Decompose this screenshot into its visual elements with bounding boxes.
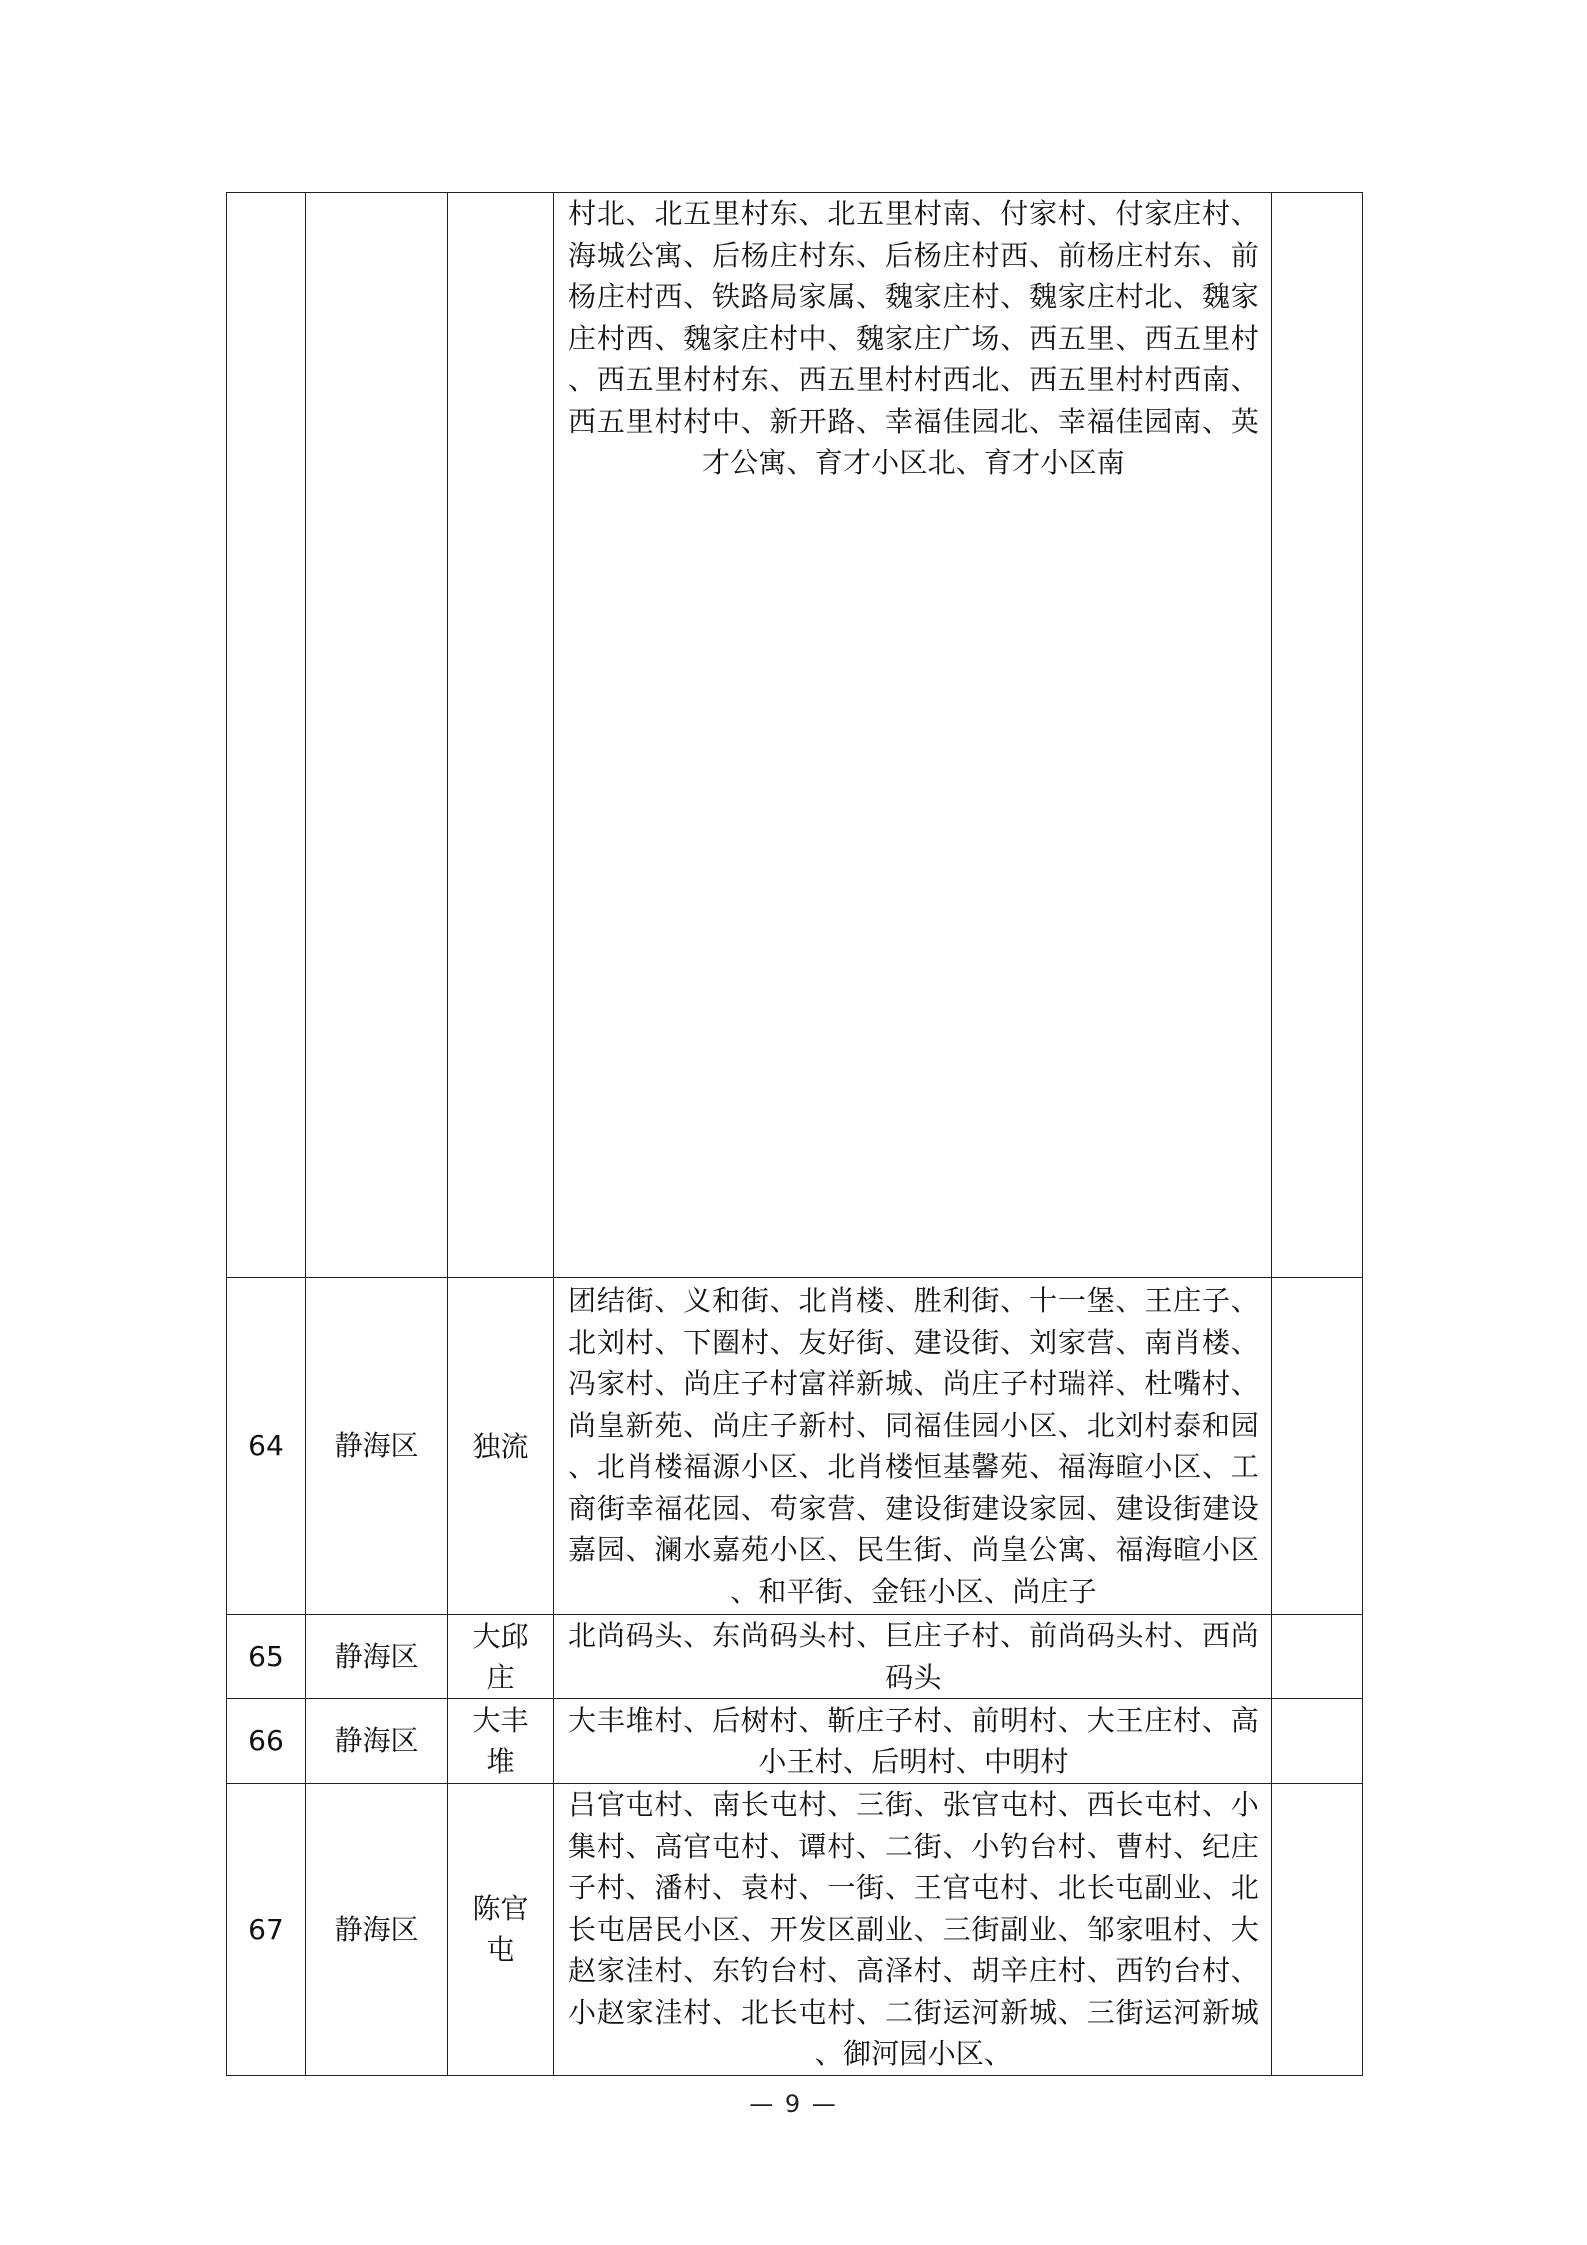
table-row-64 (227, 1278, 1363, 1615)
note-cell (1272, 193, 1363, 1278)
district-cell: 静海区 (306, 1615, 448, 1699)
town-cell: 独流 (448, 1278, 554, 1615)
town-cell: 陈官屯 (448, 1784, 554, 2076)
row-number-cell: 66 (227, 1699, 306, 1784)
table-row-65 (227, 1615, 1363, 1699)
village-list-cell: 吕官屯村、南长屯村、三街、张官屯村、西长屯村、小集村、高官屯村、谭村、二街、小钓台村、曹村、纪庄子村、潘村、袁村、一街、王官屯村、北长屯副业、北长屯居民小区、开发区副业、三街副业、邹家咀村、大赵家洼村、东钓台村、高泽村、胡辛庄村、西钓台村、小赵家洼村、北长屯村、二街运河新城、三街运河新城、御河园小区、 (554, 1784, 1272, 2076)
village-list-table (226, 192, 1363, 2076)
village-list-cell: 村北、北五里村东、北五里村南、付家村、付家庄村、海城公寓、后杨庄村东、后杨庄村西、前杨庄村东、前杨庄村西、铁路局家属、魏家庄村、魏家庄村北、魏家庄村西、魏家庄村中、魏家庄广场、西五里、西五里村、西五里村村东、西五里村村西北、西五里村村西南、西五里村村中、新开路、幸福佳园北、幸福佳园南、英才公寓、育才小区北、育才小区南 (554, 193, 1272, 1278)
village-list-cell: 团结街、义和街、北肖楼、胜利街、十一堡、王庄子、北刘村、下圈村、友好街、建设街、刘家营、南肖楼、冯家村、尚庄子村富祥新城、尚庄子村瑞祥、杜嘴村、尚皇新苑、尚庄子新村、同福佳园小区、北刘村泰和园、北肖楼福源小区、北肖楼恒基馨苑、福海暄小区、工商街幸福花园、苟家营、建设街建设家园、建设街建设嘉园、澜水嘉苑小区、民生街、尚皇公寓、福海暄小区、和平街、金钰小区、尚庄子 (554, 1278, 1272, 1615)
row-number-cell: 64 (227, 1278, 306, 1615)
table-row-66 (227, 1699, 1363, 1784)
table-row-67 (227, 1784, 1363, 2076)
note-cell (1272, 1699, 1363, 1784)
table-row-continued (227, 193, 1363, 1278)
town-cell: 大丰堆 (448, 1699, 554, 1784)
row-number-cell (227, 193, 306, 1278)
town-cell: 大邱庄 (448, 1615, 554, 1699)
note-cell (1272, 1615, 1363, 1699)
district-cell (306, 193, 448, 1278)
district-cell: 静海区 (306, 1784, 448, 2076)
district-cell: 静海区 (306, 1699, 448, 1784)
row-number-cell: 67 (227, 1784, 306, 2076)
village-list-cell: 北尚码头、东尚码头村、巨庄子村、前尚码头村、西尚码头 (554, 1615, 1272, 1699)
town-cell (448, 193, 554, 1278)
village-list-cell: 大丰堆村、后树村、靳庄子村、前明村、大王庄村、高小王村、后明村、中明村 (554, 1699, 1272, 1784)
note-cell (1272, 1784, 1363, 2076)
row-number-cell: 65 (227, 1615, 306, 1699)
district-cell: 静海区 (306, 1278, 448, 1615)
note-cell (1272, 1278, 1363, 1615)
page-number: — 9 — (749, 2090, 838, 2118)
